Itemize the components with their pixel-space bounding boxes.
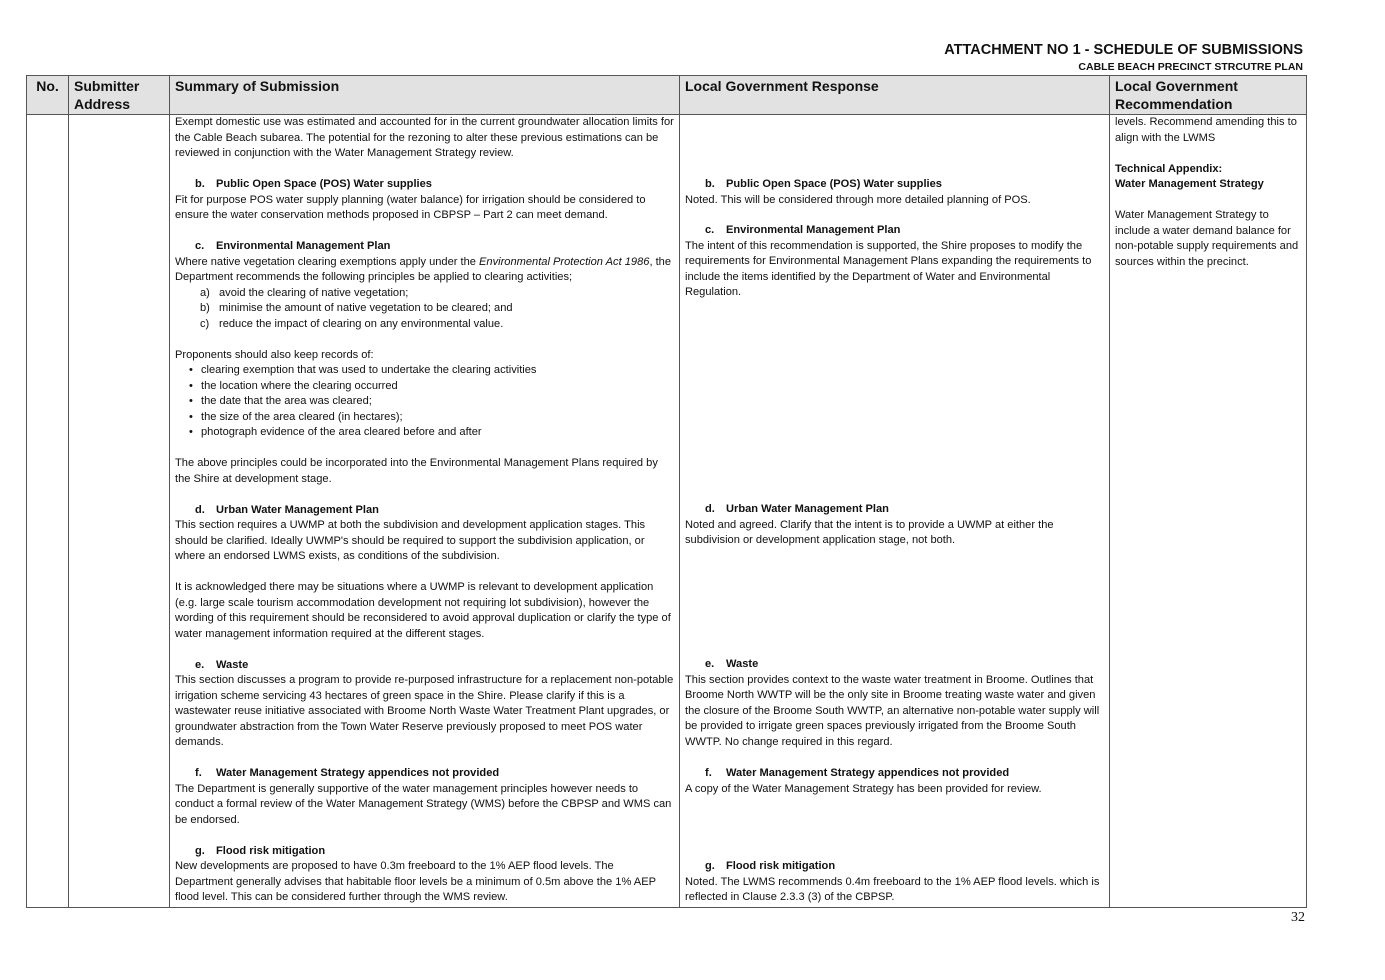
response-b-title: Public Open Space (POS) Water supplies <box>726 178 942 190</box>
summary-b-text: Fit for purpose POS water supply planning (water balance) for irrigation should be considered to ensure the water conservation methods proposed in CBPSP – Part 2 can meet demand. <box>175 193 646 221</box>
response-f-heading <box>685 766 1104 782</box>
col-header-response: Local Government Response <box>680 76 1110 115</box>
response-e-letter: e. <box>705 658 715 670</box>
summary-c-title: Environmental Management Plan <box>216 240 391 252</box>
submissions-table <box>26 75 1307 908</box>
summary-f-text: The Department is generally supportive of the water management principles however needs to conduct a formal review of the Water Management Strategy (WMS) before the CBPSP and WMS can be endorsed. <box>175 782 672 826</box>
summary-c-text-post: , the Department recommends the following principles be applied to clearing activities; <box>175 255 672 283</box>
list-marker: a) <box>200 286 210 299</box>
col-header-no: No. <box>27 76 69 115</box>
cell-no <box>27 115 69 908</box>
response-g-text: Noted. The LWMS recommends 0.4m freeboard to the 1% AEP flood levels. which is reflected in Clause 2.3.3 (3) of the CBPSP. <box>685 875 1100 903</box>
cell-recommendation <box>1110 115 1307 908</box>
response-d-heading <box>685 502 1104 518</box>
summary-g-text: New developments are proposed to have 0.3m freeboard to the 1% AEP flood levels. The Department generally advises that habitable floor levels be a minimum of 0.5m above the 1% AEP flood level. This can be considered further through the WMS review. <box>175 860 656 903</box>
summary-f-title: Water Management Strategy appendices not provided <box>216 767 500 779</box>
response-f-title: Water Management Strategy appendices not provided <box>726 767 1010 779</box>
summary-e-letter: e. <box>195 658 205 671</box>
summary-c-principles <box>175 286 674 333</box>
summary-d-letter: d. <box>195 503 205 516</box>
list-marker: b) <box>200 302 210 314</box>
col-header-summary: Summary of Submission <box>170 76 680 115</box>
response-g-title: Flood risk mitigation <box>726 860 836 872</box>
summary-c-records <box>175 363 674 441</box>
summary-c-heading <box>175 239 674 255</box>
list-text: minimise the amount of native vegetation to be cleared; and <box>219 302 513 314</box>
summary-e-title: Waste <box>216 658 249 671</box>
summary-g-letter: g. <box>195 844 205 857</box>
attachment-title: ATTACHMENT NO 1 - SCHEDULE OF SUBMISSIONS <box>944 42 1303 58</box>
response-c-title: Environmental Management Plan <box>726 224 901 236</box>
response-b-letter: b. <box>705 178 715 190</box>
summary-d-title: Urban Water Management Plan <box>216 503 379 516</box>
list-item: • photograph evidence of the area cleared before and after <box>201 425 674 441</box>
list-item: • the date that the area was cleared; <box>201 394 674 410</box>
cell-submitter <box>69 115 170 908</box>
response-b-heading <box>685 177 1104 193</box>
col-header-submitter: Submitter Address <box>69 76 170 115</box>
summary-c-text-pre: Where native vegetation clearing exemptions apply under the <box>175 255 480 268</box>
cell-summary <box>170 115 680 908</box>
list-item: • the location where the clearing occurred <box>201 379 674 395</box>
response-b-text: Noted. This will be considered through more detailed planning of POS. <box>685 193 1031 206</box>
summary-g-title: Flood risk mitigation <box>216 844 326 857</box>
summary-f-heading <box>175 766 674 782</box>
list-text: avoid the clearing of native vegetation; <box>219 286 409 299</box>
summary-e-text: This section discusses a program to provide re-purposed infrastructure for a replacement non-potable irrigation scheme servicing 43 hectares of green space in the Shire. Please clarify if this is a wastewater reuse initiative associated with Broome North Waste Water Treatment Plant upgrades, or groundwater abstraction from the Town Water Reserve previously proposed to meet POS water demands. <box>175 674 674 748</box>
col-header-recommendation: Local Government Recommendation <box>1110 76 1307 115</box>
summary-d-heading <box>175 503 674 519</box>
summary-e-heading <box>175 658 674 674</box>
recommendation-text: Water Management Strategy to include a water demand balance for non-potable supply requirements and sources within the precinct. <box>1115 209 1299 268</box>
list-item <box>200 301 674 317</box>
table-header-row <box>27 76 1307 115</box>
response-d-letter: d. <box>705 503 715 515</box>
summary-d-text2: It is acknowledged there may be situations where a UWMP is relevant to development application (e.g. large scale tourism accommodation development not requiring lot subdivision), however the wording of this requirement should be reconsidered to avoid approval duplication or clarify the type of water management information required at the different stages. <box>175 581 671 640</box>
list-item <box>200 317 674 333</box>
summary-d-text1: This section requires a UWMP at both the subdivision and development application stages. This should be clarified. Ideally UWMP's should be required to support the subdivision application, or where an endorsed LWMS exists, as conditions of the subdivision. <box>175 519 646 562</box>
response-c-letter: c. <box>705 224 715 236</box>
response-e-text: This section provides context to the waste water treatment in Broome. Outlines that Broome North WWTP will be the only site in Broome treating waste water and given the closure of the Broome South WWTP, an alternative non-potable water supply will be provided to irrigate green spaces previously irrigated from the Broome South WWTP. No change required in this regard. <box>685 673 1100 748</box>
recommendation-intro: levels. Recommend amending this to align with the LWMS <box>1115 116 1297 144</box>
response-f-letter: f. <box>705 767 712 779</box>
response-c-text: The intent of this recommendation is supported, the Shire proposes to modify the requirements for Environmental Management Plans expanding the requirements to include the items identified by the Department of Water and Environmental Regulation. <box>685 239 1092 298</box>
summary-b-heading <box>175 177 674 193</box>
plan-subtitle: CABLE BEACH PRECINCT STRCUTRE PLAN <box>1078 61 1303 73</box>
list-marker: c) <box>200 317 210 330</box>
recommendation-appendix-title: Technical Appendix: <box>1115 162 1223 175</box>
table-row <box>27 115 1307 908</box>
summary-c-closing: The above principles could be incorporated into the Environmental Management Plans required by the Shire at development stage. <box>175 457 658 485</box>
summary-c-text <box>175 255 674 286</box>
page-number: 32 <box>1291 910 1305 925</box>
summary-intro: Exempt domestic use was estimated and accounted for in the current groundwater allocation limits for the Cable Beach subarea. The potential for the rezoning to alter these previous estimations can be reviewed in conjunction with the Water Management Strategy review. <box>175 116 674 159</box>
recommendation-appendix-name: Water Management Strategy <box>1115 178 1264 190</box>
summary-c-act: Environmental Protection Act 1986 <box>479 255 650 268</box>
response-d-text: Noted and agreed. Clarify that the intent is to provide a UWMP at either the subdivision or development application stage, not both. <box>685 518 1054 546</box>
list-text: reduce the impact of clearing on any environmental value. <box>219 317 504 330</box>
response-e-title: Waste <box>726 658 759 670</box>
response-g-letter: g. <box>705 860 715 872</box>
cell-response <box>680 115 1110 908</box>
list-item: • clearing exemption that was used to undertake the clearing activities <box>201 363 674 379</box>
summary-c-letter: c. <box>195 240 205 252</box>
summary-c-records-intro: Proponents should also keep records of: <box>175 348 374 361</box>
summary-f-letter: f. <box>195 767 202 779</box>
summary-g-heading <box>175 844 674 860</box>
summary-b-letter: b. <box>195 178 205 190</box>
response-e-heading <box>685 657 1104 673</box>
list-item: • the size of the area cleared (in hectares); <box>201 410 674 426</box>
response-c-heading <box>685 223 1104 239</box>
summary-b-title: Public Open Space (POS) Water supplies <box>216 178 432 190</box>
response-d-title: Urban Water Management Plan <box>726 503 889 515</box>
list-item <box>200 286 674 302</box>
response-g-heading <box>685 859 1104 875</box>
response-f-text: A copy of the Water Management Strategy has been provided for review. <box>685 782 1042 795</box>
